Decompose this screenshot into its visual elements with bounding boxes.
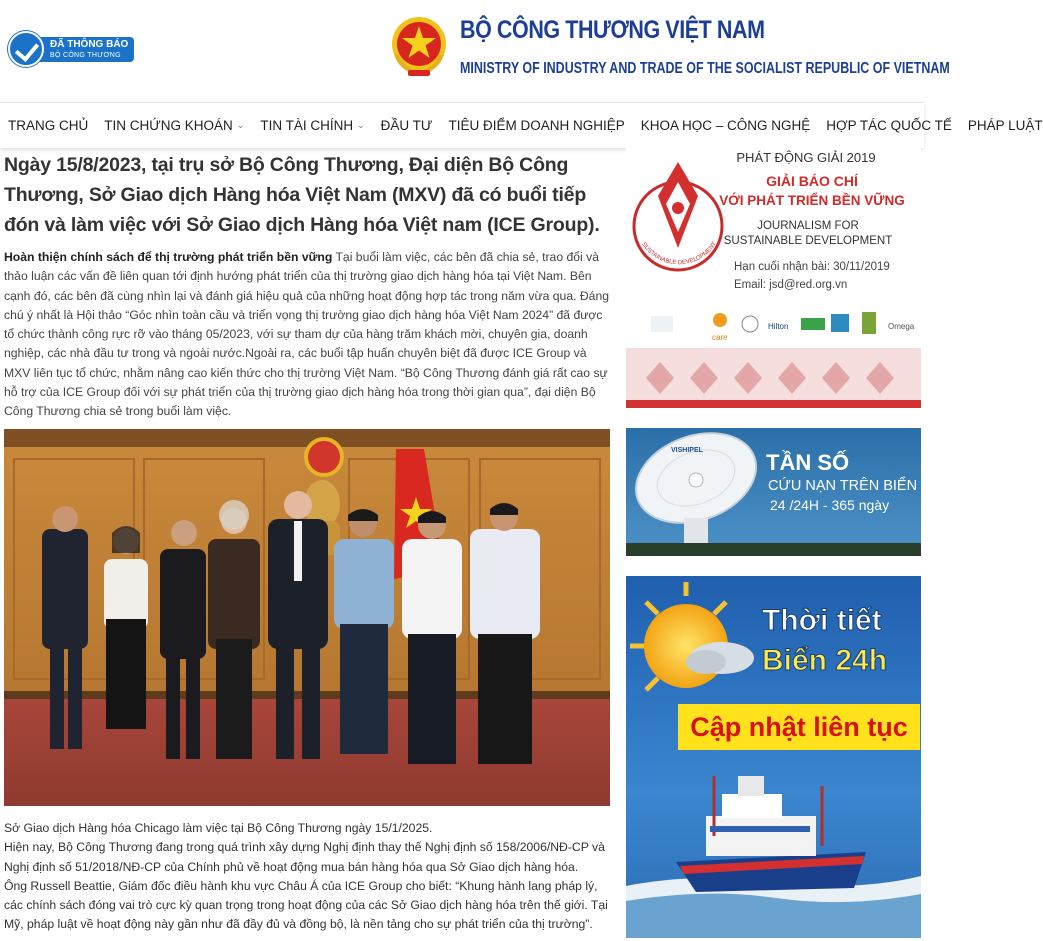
article <box>4 150 612 422</box>
nav-item-international[interactable]: HỢP TÁC QUỐC TẾ <box>826 118 952 133</box>
ad1-en2: SUSTAINABLE DEVELOPMENT <box>723 235 893 247</box>
ad1-top: PHÁT ĐỘNG GIẢI 2019 <box>736 150 876 165</box>
ad1-email: Email: jsd@red.org.vn <box>734 279 848 291</box>
nav-item-finance-news[interactable]: TIN TÀI CHÍNH ⌄ <box>260 118 365 133</box>
nav-item-stock-news[interactable]: TIN CHỨNG KHOÁN ⌄ <box>104 118 245 133</box>
ad2-brand: VISHIPEL <box>671 447 703 454</box>
nav-item-law[interactable]: PHÁP LUẬT <box>967 118 1043 133</box>
ad2-line2: CỨU NẠN TRÊN BIỂN <box>768 478 918 494</box>
sponsor-hilton: Hilton <box>768 322 789 331</box>
article-paragraph: Ông Russell Beattie, Giám đốc điều hành khu vực Châu Á của ICE Group cho biết: “Khung hành lang pháp lý, các chính sách đóng vai trò cực kỳ quan trọng trong hoạt động của các Sở Giao dịch hàng hóa trên thế giới. Tại Mỹ, pháp luật về hoạt động này gần như đã đầy đủ và đồng bộ, là nền tảng cho sự phát triển của thị trường”. <box>4 878 608 932</box>
ad1-seal-text: SUSTAINABLE DEVELOPMENT <box>640 241 718 267</box>
article-body-lower <box>4 819 612 935</box>
chevron-down-icon: ⌄ <box>236 120 245 130</box>
national-emblem-icon[interactable] <box>388 14 450 80</box>
article-lead <box>4 248 612 422</box>
site-title: BỘ CÔNG THƯƠNG VIỆT NAM <box>460 16 765 44</box>
main-nav <box>0 102 1043 148</box>
check-icon <box>8 31 44 67</box>
ad-rescue-frequency[interactable] <box>626 428 921 556</box>
chevron-down-icon: ⌄ <box>357 120 365 130</box>
ad3-line1: Thời tiết <box>762 604 882 637</box>
lead-heading: Hoàn thiện chính sách để thị trường phát triển bền vững <box>4 250 333 264</box>
ad1-line2: VỚI PHÁT TRIỂN BỀN VỮNG <box>719 193 905 208</box>
ad1-en1: JOURNALISM FOR <box>757 220 859 232</box>
nav-item-science-tech[interactable]: KHOA HỌC – CÔNG NGHỆ <box>640 118 811 133</box>
ad2-line1: TẦN SỐ <box>766 450 850 475</box>
ad1-line1: GIẢI BÁO CHÍ <box>766 173 858 189</box>
badge-line1: ĐÃ THÔNG BÁO <box>50 38 129 50</box>
site-header <box>0 0 950 102</box>
ad-journalism-award[interactable] <box>626 148 921 408</box>
sponsor-care: care <box>712 333 728 342</box>
article-title: Ngày 15/8/2023, tại trụ sở Bộ Công Thương, Đại diện Bộ Công Thương, Sở Giao dịch Hàng hóa Việt Nam (MXV) đã có buổi tiếp đón và làm việc với Sở Giao dịch Hàng hóa Việt nam (ICE Group). <box>4 154 600 236</box>
ad3-line2: Biển 24h <box>762 644 888 677</box>
ad2-line3: 24 /24H - 365 ngày <box>770 497 890 513</box>
ad1-deadline: Hạn cuối nhận bài: 30/11/2019 <box>734 261 890 273</box>
photo-caption: Sở Giao dịch Hàng hóa Chicago làm việc tại Bộ Công Thương ngày 15/1/2025. <box>4 821 433 835</box>
nav-item-business-focus[interactable]: TIÊU ĐIỂM DOANH NGHIỆP <box>448 118 625 133</box>
article-photo[interactable] <box>4 429 610 806</box>
site-subtitle: MINISTRY OF INDUSTRY AND TRADE OF THE SOCIALIST REPUBLIC OF VIETNAM <box>460 60 950 77</box>
lead-text: Tại buổi làm việc, các bên đã chia sẻ, trao đổi và thảo luận các vấn đề liên quan tới định hướng phát triển của thị trường giao dịch hàng hóa tại Việt Nam. Bên cạnh đó, các bên đã cùng nhìn lại và đánh giá hiệu quả của những hoạt động hợp tác trong năm vừa qua. Đáng chú ý nhất là Hội thảo “Góc nhìn toàn cầu và triển vọng thị trường giao dịch hàng hóa Việt Nam 2024” đã được tổ chức thành công rực rỡ vào tháng 05/2023, với sự tham dự của hàng trăm khách mời, chuyên gia, doanh nghiệp, các nhà đầu tư trong và ngoài nước.Ngoài ra, các buổi tập huấn chuyên biệt đã được ICE Group và MXV liên tục tổ chức, nhằm nâng cao kiến thức cho thị trường Việt Nam. “Bộ Công Thương đánh giá rất cao sự hỗ trợ của ICE Group đối với sự phát triển của thị trường giao dịch hàng hóa trong thời gian qua”, đại diện Bộ Công Thương chia sẻ trong buổi làm việc. <box>4 250 610 419</box>
registered-badge[interactable] <box>8 30 134 68</box>
article-paragraph: Hiện nay, Bộ Công Thương đang trong quá trình xây dựng Nghị định thay thế Nghị định số 158/2006/NĐ-CP và Nghị định số 51/2018/NĐ-CP của Chính phủ về hoạt động mua bán hàng hóa qua Sở Giao dịch hàng hóa. <box>4 840 605 874</box>
ad3-banner: Cập nhật liên tục <box>690 712 908 742</box>
sponsor-omega: Omega <box>888 322 915 331</box>
ad-sea-weather[interactable] <box>626 576 921 938</box>
nav-item-investment[interactable]: ĐẦU TƯ <box>380 118 433 133</box>
nav-item-home[interactable]: TRANG CHỦ <box>8 118 89 133</box>
badge-line2: BỘ CÔNG THƯƠNG <box>50 51 121 59</box>
